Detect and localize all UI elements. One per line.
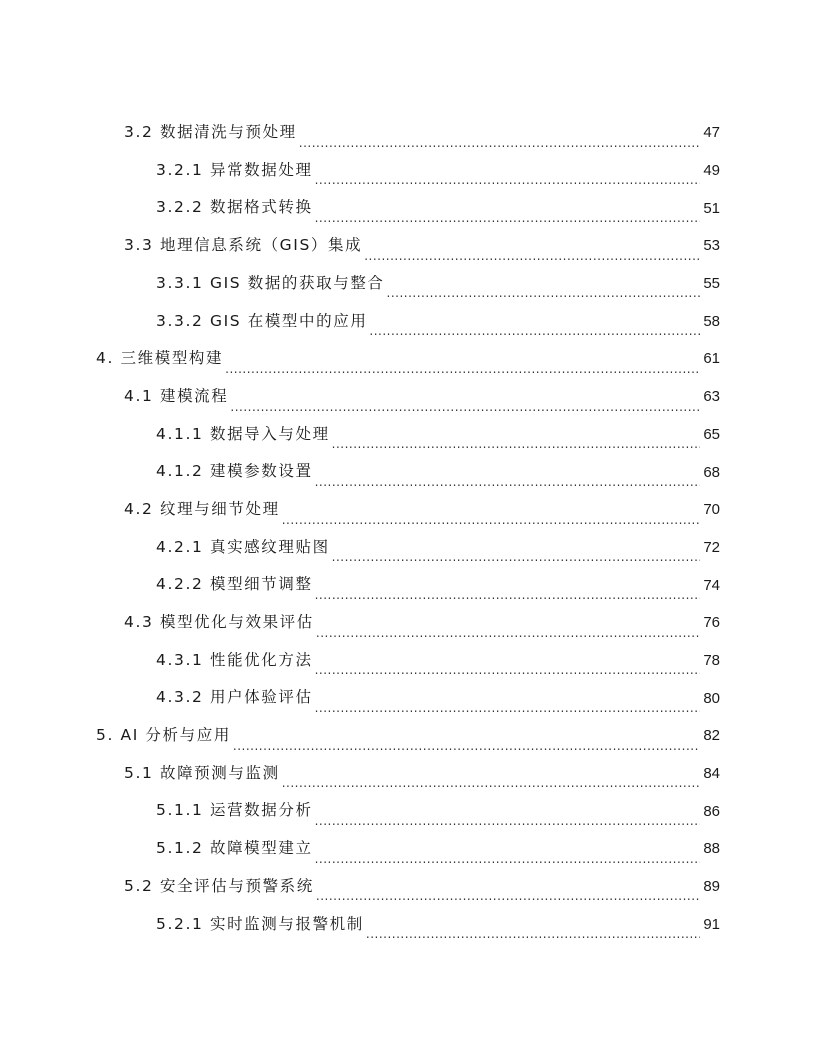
toc-entry[interactable]	[0, 265, 720, 303]
toc-entry[interactable]	[0, 679, 720, 717]
toc-dot-leader	[233, 740, 700, 752]
toc-entry-title: 4.2 纹理与细节处理	[124, 499, 280, 518]
toc-entry-page: 86	[703, 802, 720, 820]
toc-entry-title: 4.1.2 建模参数设置	[156, 462, 313, 481]
toc-entry-title: 4.2.1 真实感纹理贴图	[156, 537, 330, 556]
toc-entry-title: 4.3.2 用户体验评估	[156, 688, 313, 707]
toc-entry-page: 89	[703, 878, 720, 896]
toc-entry-title: 4.1 建模流程	[124, 386, 229, 405]
toc-entry-title: 5. AI 分析与应用	[96, 726, 231, 745]
toc-dot-leader	[315, 476, 700, 488]
toc-dot-leader	[369, 325, 700, 337]
toc-entry-title: 4.1.1 数据导入与处理	[156, 424, 330, 443]
toc-entry[interactable]	[0, 416, 720, 454]
toc-dot-leader	[315, 174, 700, 186]
toc-entry-page: 58	[703, 312, 720, 330]
toc-entry[interactable]	[0, 491, 720, 529]
toc-dot-leader	[282, 777, 700, 789]
toc-entry-page: 91	[703, 915, 720, 933]
toc-entry-title: 5.1.2 故障模型建立	[156, 839, 313, 858]
toc-entry-page: 70	[703, 501, 720, 519]
toc-entry-title: 3.2 数据清洗与预处理	[124, 123, 297, 142]
toc-entry[interactable]	[0, 189, 720, 227]
toc-entry[interactable]	[0, 905, 720, 943]
toc-entry[interactable]	[0, 566, 720, 604]
toc-entry-page: 68	[703, 463, 720, 481]
toc-entry-title: 4. 三维模型构建	[96, 349, 224, 368]
toc-entry-page: 84	[703, 765, 720, 783]
toc-entry-page: 72	[703, 538, 720, 556]
toc-entry-title: 3.3 地理信息系统（GIS）集成	[124, 236, 363, 255]
toc-entry-page: 53	[703, 237, 720, 255]
toc-entry[interactable]	[0, 453, 720, 491]
toc-dot-leader	[387, 287, 700, 299]
toc-entry[interactable]	[0, 642, 720, 680]
toc-entry-page: 61	[703, 350, 720, 368]
toc-dot-leader	[299, 137, 700, 149]
toc-entry-title: 5.1.1 运营数据分析	[156, 801, 313, 820]
toc-entry[interactable]	[0, 227, 720, 265]
toc-entry[interactable]	[0, 755, 720, 793]
toc-entry[interactable]	[0, 604, 720, 642]
toc-entry[interactable]	[0, 529, 720, 567]
toc-entry[interactable]	[0, 792, 720, 830]
toc-entry[interactable]	[0, 378, 720, 416]
toc-entry-page: 51	[703, 199, 720, 217]
toc-dot-leader	[282, 514, 700, 526]
toc-dot-leader	[230, 401, 700, 413]
toc-entry-title: 3.3.2 GIS 在模型中的应用	[156, 311, 368, 330]
toc-entry-page: 74	[703, 576, 720, 594]
toc-entry-page: 65	[703, 425, 720, 443]
toc-dot-leader	[315, 212, 700, 224]
toc-dot-leader	[315, 589, 700, 601]
toc-dot-leader	[315, 853, 700, 865]
toc-entry[interactable]	[0, 152, 720, 190]
toc-entry-title: 4.3 模型优化与效果评估	[124, 613, 314, 632]
toc-dot-leader	[315, 664, 700, 676]
toc-entry[interactable]	[0, 830, 720, 868]
toc-entry-title: 3.3.1 GIS 数据的获取与整合	[156, 273, 385, 292]
toc-entry[interactable]	[0, 717, 720, 755]
toc-dot-leader	[332, 438, 700, 450]
toc-entry-title: 5.2.1 实时监测与报警机制	[156, 914, 364, 933]
toc-entry-page: 49	[703, 162, 720, 180]
toc-entry[interactable]	[0, 302, 720, 340]
toc-dot-leader	[315, 702, 700, 714]
toc-entry-page: 47	[703, 124, 720, 142]
toc-entry-title: 4.2.2 模型细节调整	[156, 575, 313, 594]
toc-entry-title: 4.3.1 性能优化方法	[156, 650, 313, 669]
toc-dot-leader	[315, 815, 700, 827]
toc-entry-title: 3.2.1 异常数据处理	[156, 160, 313, 179]
toc-entry-page: 63	[703, 388, 720, 406]
toc-entry-page: 78	[703, 651, 720, 669]
toc-entry-title: 5.2 安全评估与预警系统	[124, 876, 314, 895]
toc-entry[interactable]	[0, 114, 720, 152]
toc-dot-leader	[316, 627, 700, 639]
toc-dot-leader	[364, 250, 700, 262]
toc-entry-page: 82	[703, 727, 720, 745]
toc-entry-title: 5.1 故障预测与监测	[124, 763, 280, 782]
toc-entry-page: 80	[703, 689, 720, 707]
toc-entry-page: 76	[703, 614, 720, 632]
toc-dot-leader	[366, 928, 700, 940]
toc-entry[interactable]	[0, 868, 720, 906]
table-of-contents	[0, 114, 816, 943]
toc-entry-page: 88	[703, 840, 720, 858]
toc-entry[interactable]	[0, 340, 720, 378]
toc-dot-leader	[332, 551, 700, 563]
toc-dot-leader	[316, 890, 700, 902]
toc-dot-leader	[225, 363, 700, 375]
toc-entry-title: 3.2.2 数据格式转换	[156, 198, 313, 217]
toc-entry-page: 55	[703, 275, 720, 293]
